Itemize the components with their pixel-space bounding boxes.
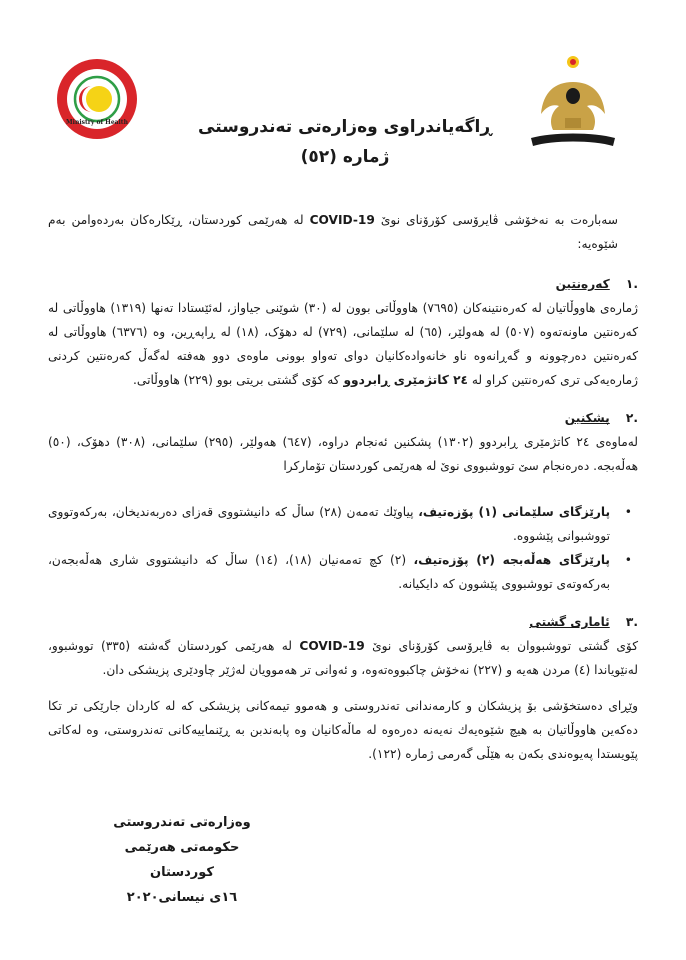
seal-text: Ministry of Health — [66, 119, 128, 126]
bullet-icon: • — [624, 553, 632, 567]
list-item — [48, 548, 632, 596]
list-item-text: پیاوێك تەمەن (٢٨) ساڵ کە دانیشتووی قەزای دەربەندیخان، بەرکەوتووی تووشبوانی پێشووە. — [48, 505, 610, 543]
signature-block — [92, 810, 272, 910]
para-text: ژمارەی هاووڵاتیان لە کەرەنتینەکان (٧٦٩٥) هاووڵاتی بوون لە (٣٠) شوێنی جیاواز، لەئێستادا تەنها (١٣١٩) هاووڵاتی لە کەرەنتین ماونەتەوە (٥٠٧) لە هەولێر، (٦٥) لە سلێمانی، (٧٢٩) لە دهۆک، (١٨) لە ڕاپەڕین، وە (٦٣٧٦) هاووڵاتی لە کەرەنتین دەرچوونە و گەڕانەوە ناو خانەوادەکانیان دوای تەواو بوونی ماوەی دوو هەفتە لەگەڵ کەرەنتین کردنی ژمارەیەکی تری کەرەنتین کراو لە — [48, 301, 639, 387]
signature-ministry: وەزارەتی تەندروستی — [113, 815, 251, 830]
section-heading — [48, 610, 638, 634]
para-text: کە کۆی گشتی بریتی بوو (٢٢٩) هاووڵاتی. — [133, 373, 340, 387]
page-title: ڕاگەیاندراوی وەزارەتی تەندروستی — [198, 117, 492, 137]
release-number: ژمارە (٥٢) — [300, 147, 390, 167]
case-list — [48, 500, 638, 596]
section-label: پشکنین — [564, 411, 610, 425]
signature-date: ١٦ی نیسانی٢٠٢٠ — [126, 890, 238, 905]
document-body — [48, 208, 638, 766]
list-item-bold: پارێزگای سلێمانی (١) پۆزەتیف، — [418, 505, 611, 519]
covid-label: COVID-19 — [299, 639, 365, 653]
section-label: کەرەنتین — [555, 277, 610, 291]
intro-text: لە هەرێمی کوردستان، ڕێکارەکان بەردەوامن بەم شێوەیە: — [48, 213, 618, 251]
list-item-text: (٢) کچ تەمەنیان (١٨)، (١٤) ساڵ کە دانیشتووی شاری هەڵەبجەن، بەرکەوتەی تووشبووی پێشوون کە دایکیانە. — [48, 553, 610, 591]
section-label: ئاماری گشتی — [529, 615, 610, 629]
section-number: .٣ — [625, 615, 638, 629]
header — [180, 112, 510, 172]
covid-label: COVID-19 — [309, 213, 375, 227]
kurdistan-coat-of-arms-icon — [525, 52, 621, 156]
bullet-icon: • — [624, 505, 632, 519]
section-heading — [48, 406, 638, 430]
intro-paragraph — [48, 208, 638, 256]
section-number: .٢ — [625, 411, 638, 425]
para-text: لە هەرێمی کوردستان گەشتە (٣٣٥) تووشبوو، لەنێویاندا (٤) مردن هەیە و (٢٢٧) نەخۆش چاکبووەتەوە، و ئەوانی تر هەموویان لەژێر چاودێری پزیشکی دان. — [48, 639, 638, 677]
list-item-bold: پارێزگای هەڵەبجە (٢) پۆزەتیف، — [413, 553, 611, 567]
quarantine-paragraph — [48, 296, 638, 392]
para-text: کۆی گشتی تووشبووان بە ڤایرۆسی کۆرۆنای نوێ — [372, 639, 639, 653]
intro-text: سەبارەت بە نەخۆشی ڤایرۆسی کۆرۆنای نوێ — [380, 213, 618, 227]
testing-paragraph: لەماوەی ٢٤ کاتژمێری ڕابردوو (١٣٠٢) پشکنین ئەنجام دراوە، (٦٤٧) هەولێر، (٢٩٥) سلێمانی، (٣٠٨) دهۆک، (٥٠) هەڵەبجە. دەرەنجام سێ تووشبووی نوێ لە هەرێمی کوردستان تۆمارکرا — [48, 435, 639, 473]
signature-government: حکومەتی هەرێمی کوردستان — [124, 840, 240, 880]
para-bold: ٢٤ کاتژمێری ڕابردوو — [343, 373, 468, 387]
statistics-paragraph — [48, 634, 638, 682]
section-number: .١ — [625, 277, 638, 291]
section-heading — [48, 272, 638, 296]
closing-paragraph: وێڕای دەستخۆشی بۆ پزیشکان و کارمەندانی تەندروستی و هەموو تیمەکانی پزیشکی کە لە کاردان جارێکی تر تکا دەکەین هاووڵاتیان بە هیچ شێوەیەك نەیەنە دەرەوە لە ماڵەکانیان وە پابەندبن بە ڕێنماییەکانی تەندروستی، وە لەکاتی پێویستدا پەیوەندی بکەن بە هێڵی گەرمی ژمارە (١٢٢). — [48, 699, 638, 761]
list-item — [48, 500, 632, 548]
ministry-of-health-seal-icon — [56, 58, 138, 140]
